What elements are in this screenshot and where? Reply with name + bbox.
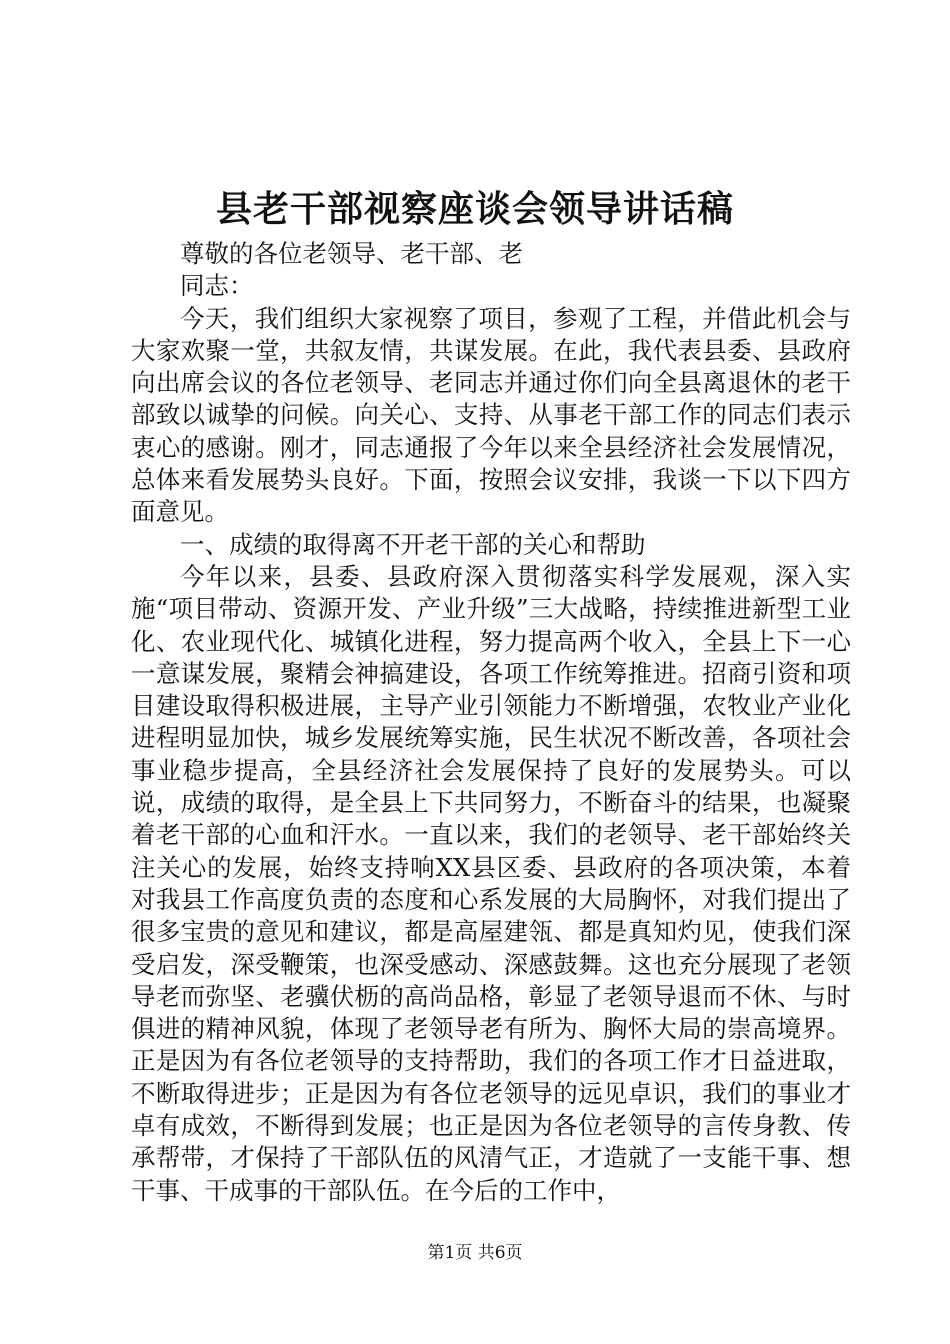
paragraph-intro: 今天，我们组织大家视察了项目，参观了工程，并借此机会与大家欢聚一堂，共叙友情，共谋发展。在此，我代表县委、县政府向出席会议的各位老领导、老同志并通过你们向全县离退休的老干部致以诚挚的问候。向关心、支持、从事老干部工作的同志们表示衷心的感谢。刚才，同志通报了今年以来全县经济社会发展情况，总体来看发展势头良好。下面，按照会议安排，我谈一下以下四方面意见。 (131, 303, 851, 527)
paragraph-achievements: 今年以来，县委、县政府深入贯彻落实科学发展观，深入实施“项目带动、资源开发、产业升级”三大战略，持续推进新型工业化、农业现代化、城镇化进程，努力提高两个收入，全县上下一心一意谋发展，聚精会神搞建设，各项工作统筹推进。招商引资和项目建设取得积极进展，主导产业引领能力不断增强，农牧业产业化进程明显加快，城乡发展统筹实施，民生状况不断改善，各项社会事业稳步提高，全县经济社会发展保持了良好的发展势头。可以说，成绩的取得，是全县上下共同努力，不断奋斗的结果，也凝聚着老干部的心血和汗水。一直以来，我们的老领导、老干部始终关注关心的发展，始终支持响XX县区委、县政府的各项决策，本着对我县工作高度负责的态度和心系发展的大局胸怀，对我们提出了很多宝贵的意见和建议，都是高屋建瓴、都是真知灼见，使我们深受启发，深受鞭策，也深受感动、深感鼓舞。这也充分展现了老领导老而弥坚、老骥伏枥的高尚品格，彰显了老领导退而不休、与时俱进的精神风貌，体现了老领导老有所为、胸怀大局的崇高境界。正是因为有各位老领导的支持帮助，我们的各项工作才日益进取，不断取得进步；正是因为有各位老领导的远见卓识，我们的事业才卓有成效，不断得到发展；也正是因为各位老领导的言传身教、传承帮带，才保持了干部队伍的风清气正，才造就了一支能干事、想干事、干成事的干部队伍。在今后的工作中， (131, 561, 851, 1205)
salutation-line-1: 尊敬的各位老领导、老干部、老 (180, 239, 523, 268)
page-footer: 第1页 共6页 (427, 1243, 523, 1263)
section-heading-1: 一、成绩的取得离不开老干部的关心和帮助 (180, 529, 646, 559)
salutation-line-2: 同志： (180, 271, 254, 301)
document-body (131, 238, 851, 1207)
document-title: 县老干部视察座谈会领导讲话稿 (215, 188, 734, 230)
